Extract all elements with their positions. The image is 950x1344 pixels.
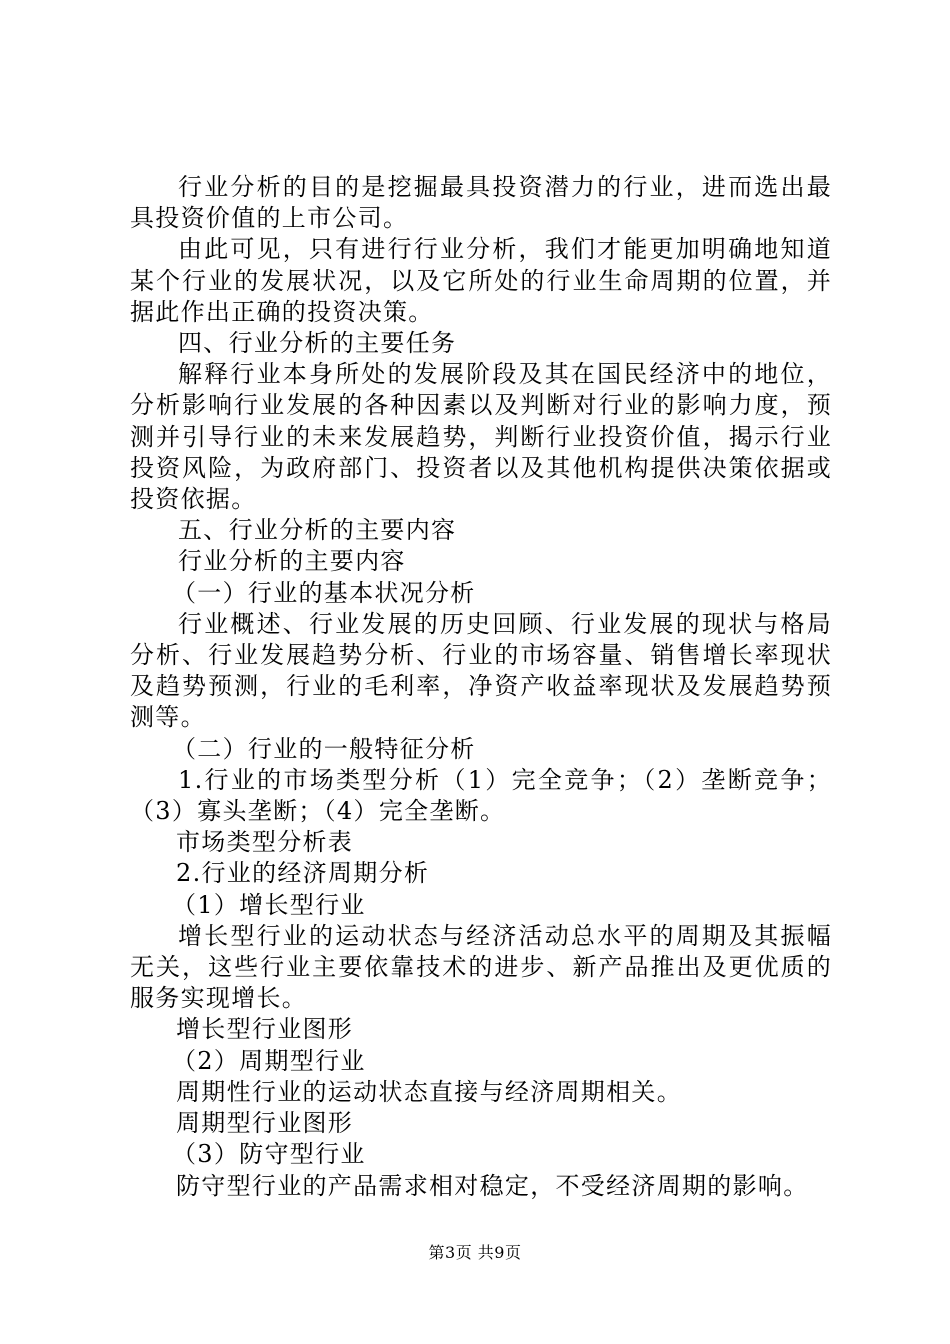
paragraph-basic-status: 行业概述、行业发展的历史回顾、行业发展的现状与格局分析、行业发展趋势分析、行业的市场容量、销售增长率现状及趋势预测，行业的毛利率，净资产收益率现状及发展趋势预测等。 [130, 609, 832, 732]
heading-growth-industry: （1）增长型行业 [172, 890, 366, 919]
page-number-footer: 第3页 共9页 [428, 1243, 522, 1262]
paragraph-defensive-industry: 防守型行业的产品需求相对稳定，不受经济周期的影响。 [176, 1171, 809, 1200]
heading-main-tasks: 四、行业分析的主要任务 [178, 329, 457, 358]
paragraph-market-types: 1.行业的市场类型分析（1）完全竞争；（2）垄断竞争；（3）寡头垄断；（4）完全垄断。 [130, 765, 832, 826]
paragraph-conclusion: 由此可见，只有进行行业分析，我们才能更加明确地知道某个行业的发展状况，以及它所处的行业生命周期的位置，并据此作出正确的投资决策。 [130, 235, 832, 326]
heading-general-features: （二）行业的一般特征分析 [172, 734, 476, 763]
paragraph-main-tasks: 解释行业本身所处的发展阶段及其在国民经济中的地位，分析影响行业发展的各种因素以及判断对行业的影响力度，预测并引导行业的未来发展趋势，判断行业投资价值，揭示行业投资风险，为政府部门、投资者以及其他机构提供决策依据或投资依据。 [130, 360, 832, 514]
caption-growth-industry-figure: 增长型行业图形 [176, 1015, 354, 1044]
heading-cyclical-industry: （2）周期型行业 [172, 1046, 366, 1075]
heading-defensive-industry: （3）防守型行业 [172, 1140, 366, 1169]
paragraph-cyclical-industry: 周期性行业的运动状态直接与经济周期相关。 [176, 1077, 682, 1106]
paragraph-growth-industry: 增长型行业的运动状态与经济活动总水平的周期及其振幅无关，这些行业主要依靠技术的进步、新产品推出及更优质的服务实现增长。 [130, 921, 832, 1013]
subheading-main-content: 行业分析的主要内容 [178, 547, 406, 576]
caption-market-type-table: 市场类型分析表 [176, 828, 354, 857]
heading-main-content: 五、行业分析的主要内容 [178, 516, 457, 545]
caption-cyclical-industry-figure: 周期型行业图形 [176, 1109, 354, 1138]
heading-economic-cycle: 2.行业的经济周期分析 [176, 859, 430, 888]
document-body [130, 172, 832, 1202]
paragraph-purpose: 行业分析的目的是挖掘最具投资潜力的行业，进而选出最具投资价值的上市公司。 [130, 173, 832, 233]
heading-basic-status: （一）行业的基本状况分析 [172, 578, 476, 607]
